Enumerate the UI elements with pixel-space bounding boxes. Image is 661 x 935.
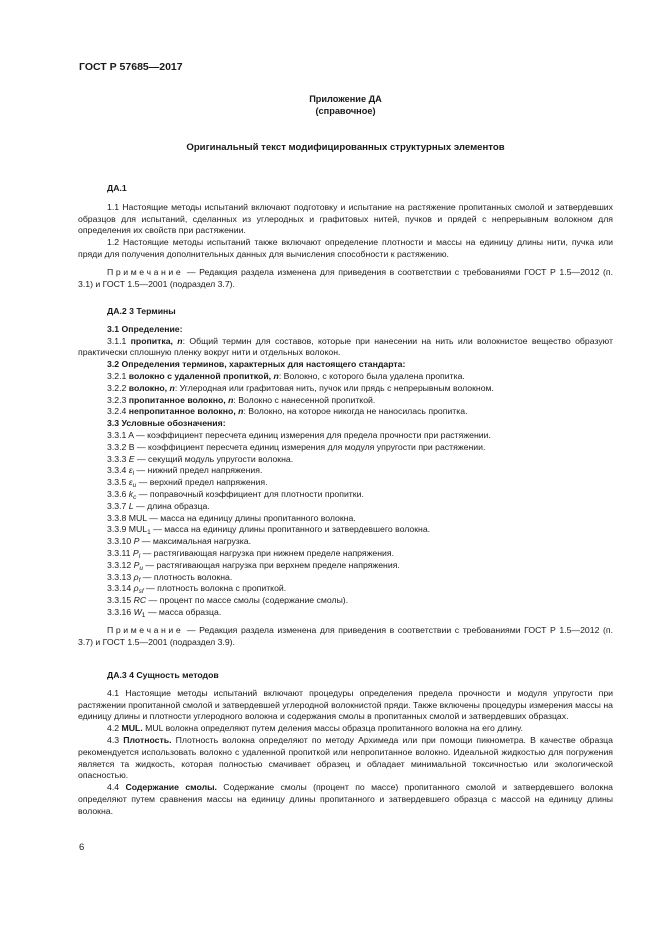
symbol-text: — поправочный коэффициент для плотности пропитки. [136, 488, 364, 499]
note-label: Примечание [107, 266, 184, 277]
symbol-3-3-15 [78, 595, 613, 607]
term-number: 3.2.1 [107, 370, 129, 381]
symbol-subscript: l [138, 552, 141, 560]
term-word: непропитанное волокно, [128, 406, 239, 417]
term-n: n [273, 370, 279, 381]
symbol-3-3-7 [78, 501, 613, 513]
paragraph-term: Плотность. [123, 734, 172, 745]
symbol-subscript: 1 [147, 529, 151, 537]
symbol-subscript: sf [138, 588, 144, 596]
paragraph-term: MUL. [121, 723, 143, 734]
symbol-3-3-16 [78, 607, 613, 619]
term-3-2-1 [78, 371, 613, 383]
term-n: n [228, 394, 234, 405]
term-3-1-1 [78, 336, 613, 360]
term-definition: : Волокно с нанесенной пропиткой. [233, 394, 376, 405]
symbol-text: — плотность волокна с пропиткой. [143, 583, 287, 594]
section-da2 [78, 306, 613, 648]
paragraph-1-2: 1.2 Настоящие методы испытаний также включают определение плотности и массы на единицу длины нити, пучка или пряди для получения дополнительных данных для вычисления способности к растяжению. [78, 237, 613, 259]
term-number: 3.2.3 [107, 394, 129, 405]
term-3-2-3 [78, 395, 613, 407]
symbol-text: — максимальная нагрузка. [139, 536, 252, 547]
page-number: 6 [79, 842, 85, 853]
symbol-text: — секущий модуль упругости волокна. [134, 453, 294, 464]
term-word: пропитанное волокно, [128, 394, 229, 405]
symbol-number: 3.3.7 [107, 500, 129, 511]
symbol-3-3-5 [78, 477, 613, 489]
section-heading-da2: ДА.2 3 Термины [107, 306, 176, 316]
symbol-letter: ρ [133, 583, 139, 594]
paragraph-1-1: 1.1 Настоящие методы испытаний включают подготовку и испытание на растяжение пропитанных смолой и затвердевших образцов для испытаний, сделанных из углеродных и графитовых нитей, пучков и прядей с непрерывным волокном для определения их свойств при растяжении. [78, 201, 613, 236]
symbol-number: 3.3.14 [107, 583, 134, 594]
symbol-3-3-2: 3.3.2 B — коэффициент пересчета единиц измерения для модуля упругости при растяжении. [107, 441, 486, 452]
symbol-subscript: l [132, 470, 135, 478]
term-number: 3.2.2 [107, 382, 129, 393]
section-heading-da1: ДА.1 [107, 183, 127, 193]
term-n: n [177, 335, 183, 346]
note-label: Примечание [107, 624, 184, 635]
term-3-2-4 [78, 406, 613, 418]
symbol-3-3-11 [78, 548, 613, 560]
symbol-number: 3.3.9 MUL [107, 524, 148, 535]
symbol-letter: P [133, 536, 140, 547]
term-definition: : Углеродная или графитовая нить, пучок или прядь с непрерывным волокном. [174, 382, 494, 393]
paragraph-text: Содержание смолы (процент по массе) пропитанного смолой и затвердевшего волокна определяют путем сравнения массы на единицу длины пропитанного и затвердевшего образца с массой на единицу длины волокна. [78, 782, 613, 816]
main-title: Оригинальный текст модифицированных структурных элементов [186, 142, 505, 153]
symbol-number: 3.3.5 [107, 477, 129, 488]
paragraph-number: 4.3 [107, 734, 124, 745]
symbol-text: — масса на единицу длины пропитанного и затвердевшего волокна. [150, 524, 431, 535]
paragraph-4-1: 4.1 Настоящие методы испытаний включают процедуры определения предела прочности и модуля упругости при растяжении пропитанной смолой и затвердевшей углеродной волокнистой пряди. Также включены процедуры измерения массы на единицу длины и плотности углеродного волокна и содержания смолы в пропитанных смолой и затвердевших образцах. [78, 687, 613, 722]
symbol-text: — процент по массе смолы (содержание смолы). [146, 595, 349, 606]
paragraph-number: 4.2 [107, 723, 122, 734]
subsection-3-3: 3.3 Условные обозначения: [107, 418, 226, 429]
symbol-letter: L [128, 500, 134, 511]
symbol-text: — плотность волокна. [140, 571, 233, 582]
appendix-subtitle: (справочное) [315, 106, 376, 116]
paragraph-text: Плотность волокна определяют по методу Архимеда или при помощи пикнометра. В качестве образца рекомендуется использовать волокно с удаленной пропиткой или непропитанное волокно. Идеальной жидкостью для погружения является та жидкость, которая полностью смачивает образец и обладает минимальной токсичностью или экологической опасностью. [78, 734, 613, 781]
symbol-3-3-6 [78, 489, 613, 501]
appendix-title: Приложение ДА [309, 94, 382, 104]
symbol-letter: P [133, 559, 140, 570]
section-da3 [78, 670, 613, 818]
symbol-3-3-12 [78, 560, 613, 572]
symbol-letter: P [132, 547, 139, 558]
note-da2 [78, 625, 613, 649]
symbol-letter: RC [133, 595, 147, 606]
paragraph-4-2 [78, 723, 613, 735]
subsection-3-2: 3.2 Определения терминов, характерных для настоящего стандарта: [107, 359, 406, 370]
symbol-3-3-8: 3.3.8 MUL — масса на единицу длины пропитанного волокна. [107, 512, 356, 523]
term-definition: : Общий термин для составов, которые при нанесении на нить или волокнистое вещество образуют практически сплошную пленку вокруг нити и отдельных волокон. [78, 335, 613, 358]
symbol-letter: ρ [133, 571, 139, 582]
paragraph-number: 4.4 [107, 782, 126, 793]
symbol-text: — верхний предел напряжения. [136, 477, 268, 488]
symbol-letter: k [128, 488, 134, 499]
note-text: — Редакция раздела изменена для приведения в соответствии с требованиями ГОСТ Р 1.5—2012 (п. 3.7) и ГОСТ 1.5—2001 (подраздел 3.9). [78, 624, 613, 647]
term-definition: : Волокно, на которое никогда не наносилась пропитка. [243, 406, 468, 417]
symbol-subscript: f [138, 576, 141, 584]
symbol-number: 3.3.15 [107, 595, 134, 606]
note-da1 [78, 267, 613, 291]
symbol-subscript: u [132, 482, 137, 490]
term-word: пропитка, [130, 335, 178, 346]
symbol-letter: ε [128, 465, 133, 476]
term-number: 3.2.4 [107, 406, 129, 417]
symbol-text: — длина образца. [133, 500, 210, 511]
symbol-number: 3.3.13 [107, 571, 134, 582]
term-word: волокно, [128, 382, 170, 393]
note-text: — Редакция раздела изменена для приведения в соответствии с требованиями ГОСТ Р 1.5—2012 (п. 3.1) и ГОСТ 1.5—2001 (подраздел 3.7). [78, 266, 613, 289]
symbol-letter: E [128, 453, 135, 464]
paragraph-term: Содержание смолы. [125, 782, 217, 793]
symbol-3-3-14 [78, 583, 613, 595]
symbol-subscript: u [139, 564, 143, 572]
term-n: n [238, 406, 244, 417]
symbol-text: — растягивающая нагрузка при верхнем пределе напряжения. [143, 559, 400, 570]
section-heading-da3: ДА.3 4 Сущность методов [107, 670, 219, 680]
symbol-letter: W [133, 606, 142, 617]
symbol-text: — растягивающая нагрузка при нижнем пределе напряжения. [140, 547, 395, 558]
symbol-number: 3.3.12 [107, 559, 134, 570]
symbol-letter: ε [128, 477, 133, 488]
symbol-subscript: c [133, 493, 137, 501]
symbol-3-3-9 [78, 524, 613, 536]
symbol-number: 3.3.10 [107, 536, 134, 547]
paragraph-4-4 [78, 782, 613, 817]
symbol-number: 3.3.6 [107, 488, 129, 499]
term-definition: : Волокно, с которого была удалена пропитка. [278, 370, 465, 381]
symbol-3-3-4 [78, 465, 613, 477]
symbol-number: 3.3.11 [107, 547, 133, 558]
symbol-3-3-1: 3.3.1 A — коэффициент пересчета единиц измерения для предела прочности при растяжении. [107, 429, 491, 440]
symbol-3-3-10 [78, 536, 613, 548]
paragraph-text: MUL волокна определяют путем деления массы образца пропитанного волокна на его длину. [142, 723, 523, 734]
term-n: n [169, 382, 175, 393]
section-da1 [78, 183, 613, 290]
appendix-heading [78, 93, 613, 117]
symbol-subscript: 1 [141, 611, 146, 619]
subsection-3-1: 3.1 Определение: [107, 323, 183, 334]
symbol-3-3-3 [78, 454, 613, 466]
symbol-text: — нижний предел напряжения. [134, 465, 263, 476]
symbol-number: 3.3.4 [107, 465, 129, 476]
symbol-text: — масса образца. [145, 606, 222, 617]
symbol-3-3-13 [78, 572, 613, 584]
symbol-number: 3.3.3 [107, 453, 129, 464]
term-number: 3.1.1 [107, 335, 131, 346]
term-word: волокно с удаленной пропиткой, [128, 370, 274, 381]
symbol-number: 3.3.16 [107, 606, 134, 617]
document-header: ГОСТ Р 57685—2017 [79, 61, 183, 73]
term-3-2-2 [78, 383, 613, 395]
paragraph-4-3 [78, 735, 613, 782]
